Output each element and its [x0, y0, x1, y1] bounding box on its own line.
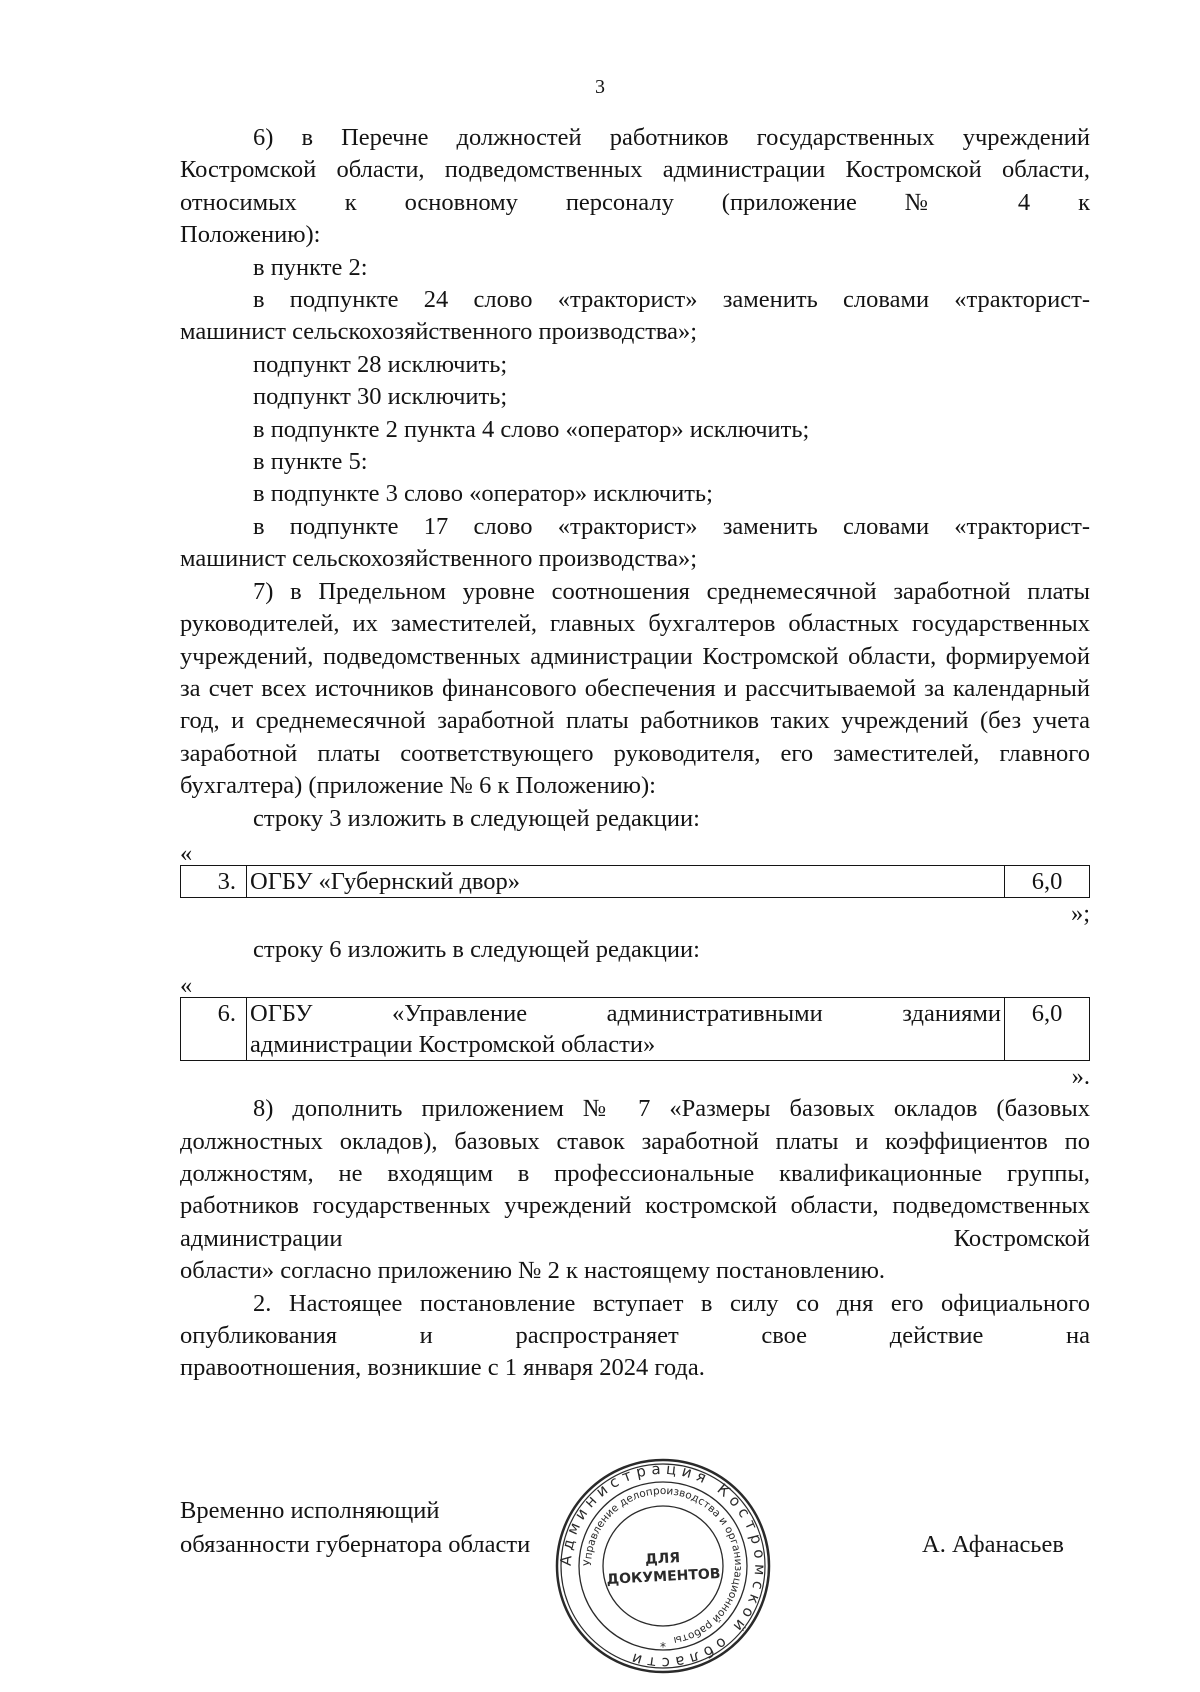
- paragraph: машинист сельскохозяйственного производства»;: [180, 318, 698, 346]
- table-row: [181, 865, 1090, 897]
- paragraph: подпункт 30 исключить;: [253, 383, 508, 411]
- signatory-title: Временно исполняющий: [180, 1497, 440, 1524]
- table-row: [181, 997, 1090, 1060]
- signatory-title: обязанности губернатора области: [180, 1531, 531, 1558]
- paragraph: в подпункте 17 слово «тракторист» заменить словами «тракторист-: [253, 512, 1090, 540]
- opening-quote: «: [180, 971, 193, 999]
- official-stamp: [552, 1455, 774, 1677]
- stamp-center-text: ДЛЯ: [644, 1550, 681, 1568]
- paragraph: в пункте 2:: [253, 253, 368, 281]
- paragraph: 2. Настоящее постановление вступает в силу со дня его официального опубликования и распространяет свое действие на: [180, 1289, 1090, 1349]
- stamp-inner-text: Управление делопроизводства и организационной работы: [581, 1484, 745, 1647]
- paragraph: машинист сельскохозяйственного производства»;: [180, 545, 698, 573]
- paragraph: бухгалтера) (приложение № 6 к Положению):: [180, 772, 656, 800]
- stamp-outer-text: Администрация Костромской области: [556, 1459, 770, 1673]
- paragraph: в подпункте 3 слово «оператор» исключить;: [253, 480, 713, 508]
- paragraph: строку 6 изложить в следующей редакции:: [253, 936, 700, 964]
- paragraph: в подпункте 2 пункта 4 слово «оператор» исключить;: [253, 415, 810, 443]
- stamp-star-icon: *: [660, 1640, 666, 1654]
- paragraph: в пункте 5:: [253, 448, 368, 476]
- table-cell-name-line: администрации Костромской области»: [250, 1030, 656, 1058]
- stamp-center-text: ДОКУМЕНТОВ: [606, 1566, 721, 1588]
- paragraph: в подпункте 24 слово «тракторист» заменить словами «тракторист-: [253, 286, 1090, 314]
- paragraph: подпункт 28 исключить;: [253, 350, 508, 378]
- amendment-table-row-3: [180, 865, 1090, 898]
- closing-quote: ».: [1071, 1062, 1090, 1090]
- table-cell-name: [247, 997, 1005, 1060]
- table-cell-number: 6.: [181, 997, 247, 1060]
- table-cell-name: ОГБУ «Губернский двор»: [247, 865, 1005, 897]
- table-cell-number: 3.: [181, 865, 247, 897]
- paragraph: 6) в Перечне должностей работников государственных учреждений Костромской области, подведомственных администрации Костромской области, относимых к основному персоналу (приложение № 4 к: [180, 124, 1090, 216]
- document-body: [180, 122, 1090, 1385]
- signature-block: [180, 1494, 530, 1562]
- paragraph: правоотношения, возникшие с 1 января 2024 года.: [180, 1354, 705, 1382]
- paragraph: строку 3 изложить в следующей редакции:: [253, 804, 700, 832]
- paragraph: Положению):: [180, 221, 321, 249]
- opening-quote: «: [180, 839, 193, 867]
- paragraph: области» согласно приложению № 2 к настоящему постановлению.: [180, 1257, 886, 1285]
- table-cell-value: 6,0: [1005, 865, 1090, 897]
- signatory-name: А. Афанасьев: [922, 1531, 1064, 1558]
- paragraph: 8) дополнить приложением № 7 «Размеры базовых окладов (базовых должностных окладов), базовых ставок заработной платы и коэффициентов по должностям, не входящим в профессиональные квалификационные группы, работников государственных учреждений костромской области, подведомственных администрации Костромской: [180, 1095, 1090, 1252]
- table-cell-value: 6,0: [1005, 997, 1090, 1060]
- table-cell-name-line: ОГБУ «Управление административными зданиями: [250, 999, 1001, 1027]
- paragraph: 7) в Предельном уровне соотношения среднемесячной заработной платы руководителей, их заместителей, главных бухгалтеров областных государственных учреждений, подведомственных администрации Костромской области, формируемой за счет всех источников финансового обеспечения и рассчитываемой за календарный год, и среднемесячной заработной платы работников таких учреждений (без учета заработной платы соответствующего руководителя, его заместителей, главного: [180, 577, 1090, 767]
- amendment-table-row-6: [180, 997, 1090, 1061]
- closing-quote: »;: [1070, 899, 1090, 927]
- page-number: 3: [595, 76, 605, 98]
